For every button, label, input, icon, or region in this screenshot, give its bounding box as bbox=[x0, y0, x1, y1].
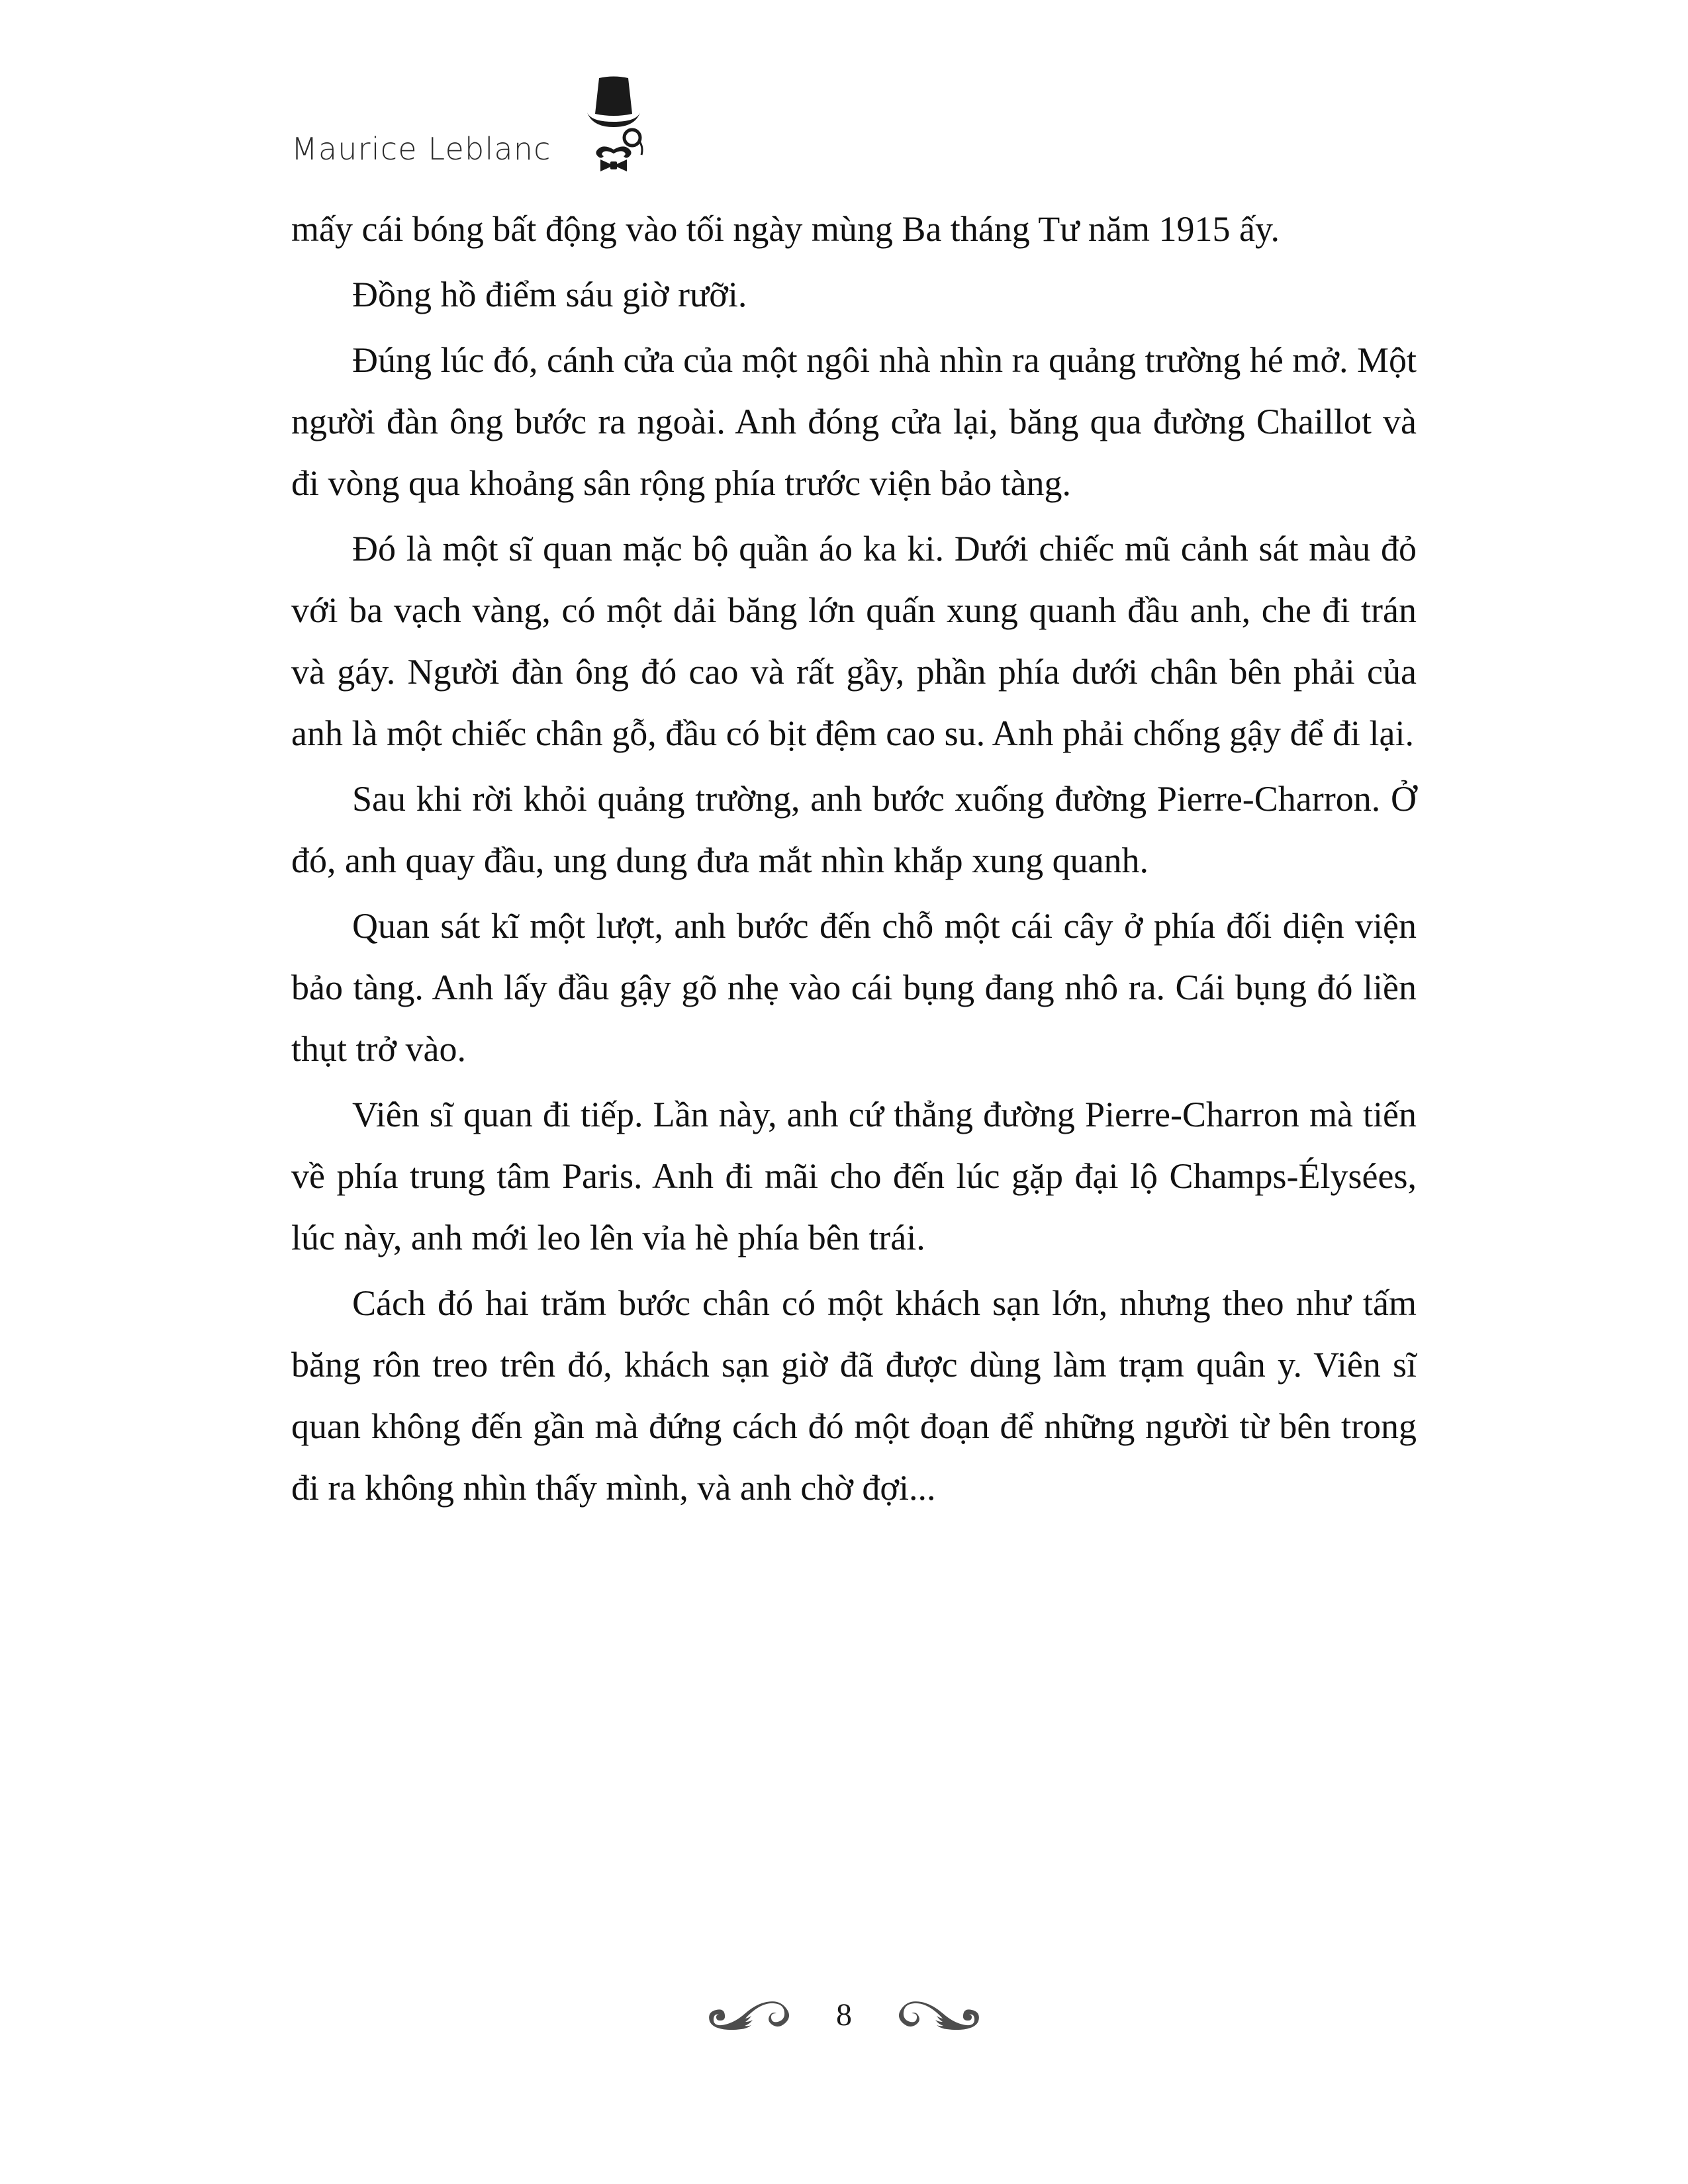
paragraph: mấy cái bóng bất động vào tối ngày mùng Ba tháng Tư năm 1915 ấy. bbox=[291, 209, 1280, 249]
flourish-left-icon bbox=[704, 1992, 804, 2038]
paragraph: Viên sĩ quan đi tiếp. Lần này, anh cứ thẳng đường Pierre-Charron mà tiến về phía trung tâm Paris. Anh đi mãi cho đến lúc gặp đại lộ Champs-Élysées, lúc này, anh mới leo lên vỉa hè phía bên trái. bbox=[291, 1095, 1417, 1257]
page-number: 8 bbox=[836, 1997, 852, 2032]
body-text-column bbox=[291, 199, 1417, 1519]
page-footer bbox=[0, 1992, 1688, 2038]
paragraph: Cách đó hai trăm bước chân có một khách sạn lớn, nhưng theo như tấm băng rôn treo trên đó, khách sạn giờ đã được dùng làm trạm quân y. Viên sĩ quan không đến gần mà đứng cách đó một đoạn để những người từ bên trong đi ra không nhìn thấy mình, và anh chờ đợi... bbox=[291, 1283, 1417, 1508]
paragraph: Sau khi rời khỏi quảng trường, anh bước xuống đường Pierre-Charron. Ở đó, anh quay đầu, ung dung đưa mắt nhìn khắp xung quanh. bbox=[291, 779, 1417, 880]
paragraph: Quan sát kĩ một lượt, anh bước đến chỗ một cái cây ở phía đối diện viện bảo tàng. Anh lấy đầu gậy gõ nhẹ vào cái bụng đang nhô ra. Cái bụng đó liền thụt trở vào. bbox=[291, 906, 1417, 1069]
author-name: Maurice Leblanc bbox=[291, 131, 551, 167]
gentleman-tophat-monocle-icon bbox=[574, 73, 653, 172]
flourish-right-icon bbox=[884, 1992, 984, 2038]
running-header bbox=[291, 66, 1417, 172]
paragraph: Đó là một sĩ quan mặc bộ quần áo ka ki. Dưới chiếc mũ cảnh sát màu đỏ với ba vạch vàng, có một dải băng lớn quấn xung quanh đầu anh, che đi trán và gáy. Người đàn ông đó cao và rất gầy, phần phía dưới chân bên phải của anh là một chiếc chân gỗ, đầu có bịt đệm cao su. Anh phải chống gậy để đi lại. bbox=[291, 529, 1417, 753]
paragraph: Đúng lúc đó, cánh cửa của một ngôi nhà nhìn ra quảng trường hé mở. Một người đàn ông bước ra ngoài. Anh đóng cửa lại, băng qua đường Chaillot và đi vòng qua khoảng sân rộng phía trước viện bảo tàng. bbox=[291, 340, 1417, 503]
paragraph: Đồng hồ điểm sáu giờ rưỡi. bbox=[352, 275, 747, 314]
